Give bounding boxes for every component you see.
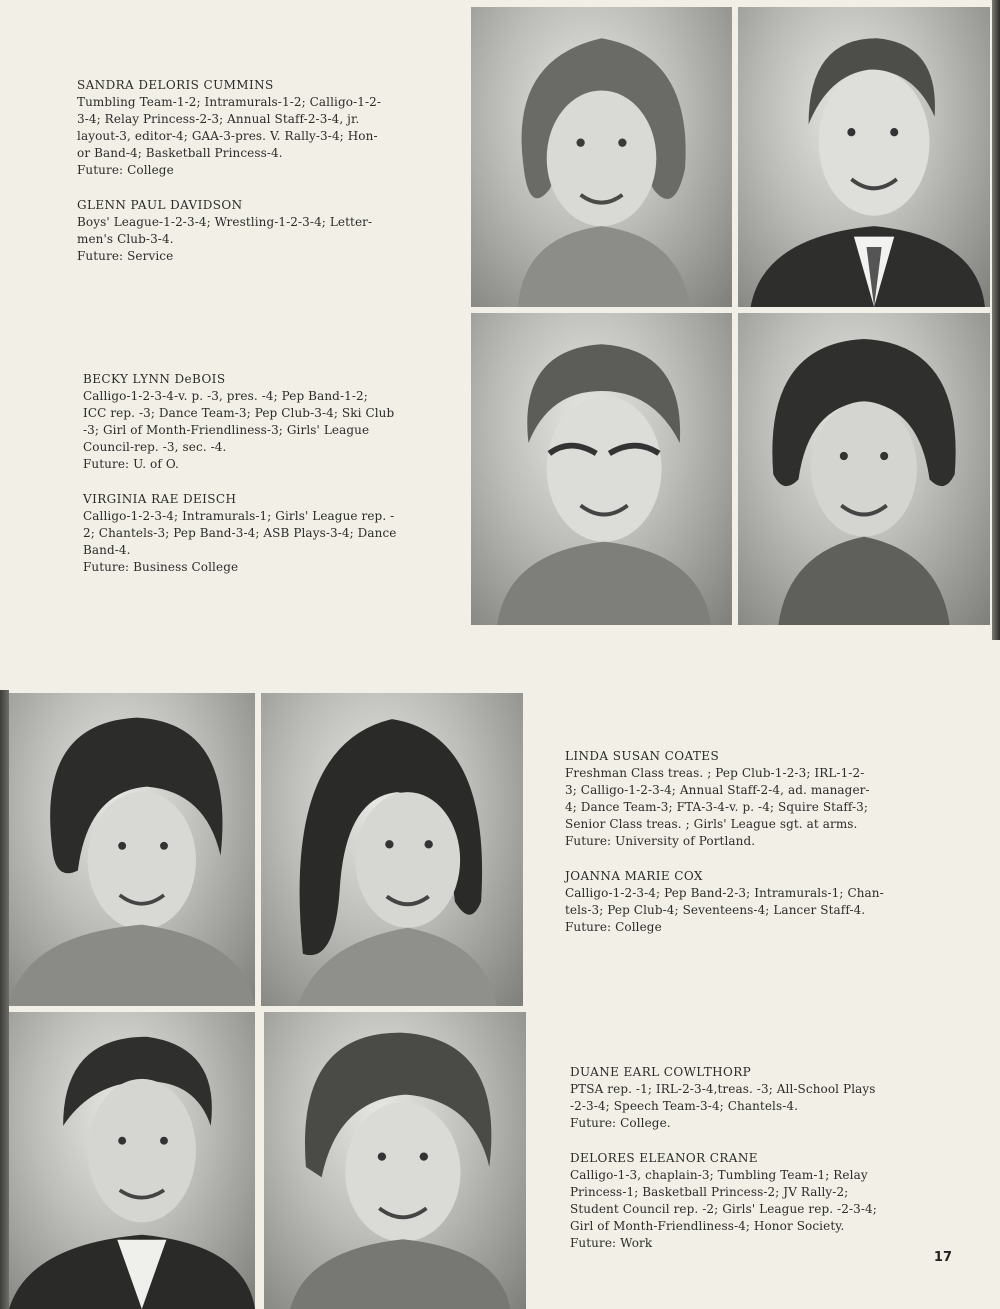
bio-column-top (77, 77, 447, 283)
student-name: BECKY LYNN DeBOIS (83, 372, 226, 386)
binding-shadow-right (992, 0, 1000, 640)
page-number: 17 (933, 1250, 952, 1265)
bio-line: Senior Class treas. ; Girls' League sgt. at arms. (565, 817, 858, 831)
portrait-icon (9, 693, 255, 1006)
bio-line: -3; Girl of Month-Friendliness-3; Girls' League (83, 423, 370, 437)
bio-line: Calligo-1-2-3-4; Pep Band-2-3; Intramurals-1; Chan- (565, 886, 884, 900)
portrait-icon (471, 313, 732, 625)
bio-line: Calligo-1-3, chaplain-3; Tumbling Team-1; Relay (570, 1168, 868, 1182)
portrait-icon (738, 7, 990, 307)
bio-line: 3-4; Relay Princess-2-3; Annual Staff-2-3-4, jr. (77, 112, 360, 126)
bio-future: Future: Business College (83, 560, 239, 574)
binding-shadow-left (0, 690, 9, 1309)
portrait-photo-female (9, 693, 255, 1006)
bio-line: Princess-1; Basketball Princess-2; JV Rally-2; (570, 1185, 849, 1199)
portrait-icon (471, 7, 732, 307)
bio-line: or Band-4; Basketball Princess-4. (77, 146, 283, 160)
bio-line: layout-3, editor-4; GAA-3-pres. V. Rally-3-4; Hon- (77, 129, 378, 143)
portrait-photo-female (264, 1012, 526, 1309)
bio-line: 3; Calligo-1-2-3-4; Annual Staff-2-4, ad. manager- (565, 783, 870, 797)
bio-line: Calligo-1-2-3-4; Intramurals-1; Girls' League rep. - (83, 509, 395, 523)
bio-line: 4; Dance Team-3; FTA-3-4-v. p. -4; Squire Staff-3; (565, 800, 869, 814)
bio-entry (570, 1150, 950, 1252)
portrait-icon (738, 313, 990, 625)
bio-line: 2; Chantels-3; Pep Band-3-4; ASB Plays-3-4; Dance (83, 526, 397, 540)
bio-line: Girl of Month-Friendliness-4; Honor Society. (570, 1219, 845, 1233)
student-name: GLENN PAUL DAVIDSON (77, 198, 243, 212)
bio-future: Future: Work (570, 1236, 653, 1250)
portrait-icon (261, 693, 523, 1006)
portrait-photo-female (471, 7, 732, 307)
bio-line: Boys' League-1-2-3-4; Wrestling-1-2-3-4; Letter- (77, 215, 373, 229)
bio-line: Calligo-1-2-3-4-v. p. -3, pres. -4; Pep Band-1-2; (83, 389, 368, 403)
bio-line: Freshman Class treas. ; Pep Club-1-2-3; IRL-1-2- (565, 766, 865, 780)
bio-entry (77, 77, 447, 179)
portrait-photo-male (738, 7, 990, 307)
student-name: DELORES ELEANOR CRANE (570, 1151, 758, 1165)
bio-future: Future: College (565, 920, 662, 934)
bio-column-bottom-right (570, 1064, 950, 1270)
portrait-icon (9, 1012, 255, 1309)
bio-line: PTSA rep. -1; IRL-2-3-4,treas. -3; All-School Plays (570, 1082, 876, 1096)
bio-column-lower-right (565, 748, 945, 954)
bio-future: Future: University of Portland. (565, 834, 756, 848)
bio-line: men's Club-3-4. (77, 232, 174, 246)
bio-entry (565, 868, 945, 936)
bio-column-middle (83, 371, 453, 594)
portrait-photo-female-glasses (471, 313, 732, 625)
bio-entry (77, 197, 447, 265)
bio-future: Future: U. of O. (83, 457, 179, 471)
bio-line: Student Council rep. -2; Girls' League rep. -2-3-4; (570, 1202, 877, 1216)
student-name: JOANNA MARIE COX (565, 869, 703, 883)
student-name: SANDRA DELORIS CUMMINS (77, 78, 274, 92)
bio-future: Future: Service (77, 249, 174, 263)
portrait-photo-male (9, 1012, 255, 1309)
bio-line: ICC rep. -3; Dance Team-3; Pep Club-3-4; Ski Club (83, 406, 395, 420)
bio-entry (83, 371, 453, 473)
bio-line: tels-3; Pep Club-4; Seventeens-4; Lancer Staff-4. (565, 903, 866, 917)
bio-line: Band-4. (83, 543, 131, 557)
portrait-photo-female (738, 313, 990, 625)
bio-line: -2-3-4; Speech Team-3-4; Chantels-4. (570, 1099, 799, 1113)
bio-future: Future: College. (570, 1116, 671, 1130)
portrait-photo-female (261, 693, 523, 1006)
student-name: DUANE EARL COWLTHORP (570, 1065, 752, 1079)
bio-entry (570, 1064, 950, 1132)
portrait-icon (264, 1012, 526, 1309)
student-name: VIRGINIA RAE DEISCH (83, 492, 237, 506)
bio-line: Council-rep. -3, sec. -4. (83, 440, 227, 454)
bio-entry (83, 491, 453, 576)
student-name: LINDA SUSAN COATES (565, 749, 720, 763)
bio-line: Tumbling Team-1-2; Intramurals-1-2; Calligo-1-2- (77, 95, 382, 109)
bio-future: Future: College (77, 163, 174, 177)
bio-entry (565, 748, 945, 850)
